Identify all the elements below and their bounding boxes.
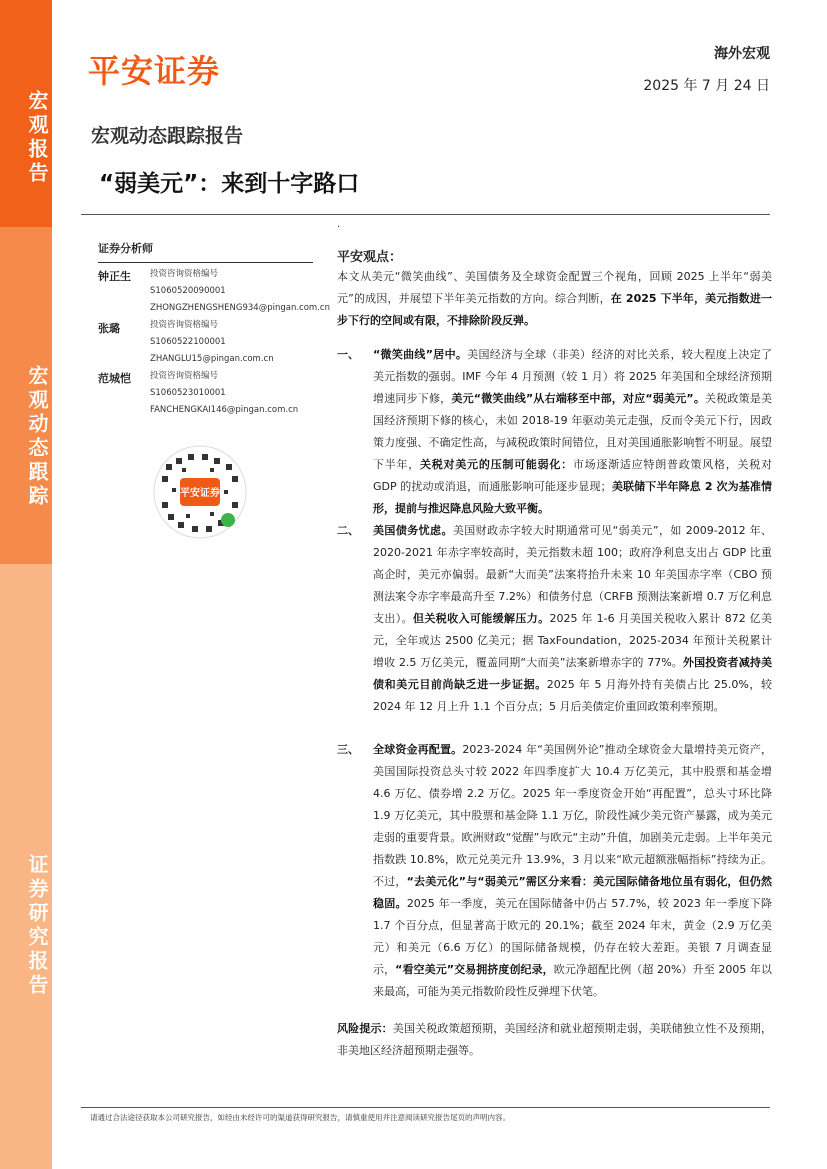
section-bold-text: “去美元化”与“弱美元”需区分来看：美元国际储备地位虽有弱化，但仍然稳固。: [373, 875, 772, 910]
decorative-dot: ·: [337, 222, 341, 233]
section-bold-text: “微笑曲线”居中。: [373, 348, 468, 361]
qr-code-icon: [152, 444, 248, 540]
section-bold-text: 全球资金再配置。: [373, 743, 463, 756]
report-type: 宏观动态跟踪报告: [91, 125, 244, 147]
section-bold-text: 美元“微笑曲线”从右端移至中部，对应“弱美元”。: [451, 392, 706, 405]
section-bold-text: “看空美元”交易拥挤度创纪录，: [395, 963, 554, 976]
viewpoint-heading: 平安观点：: [337, 250, 403, 265]
section-text: 2025 年一季度，美元在国际储备中仍占 57.7%，较 2023 年一季度下降 1.7 个百分点，但显著高于欧元的 20.1%；截至 2024 年末，黄金（2.9 万亿美元）和美元（6.6 万亿）的国际储备规模，仍存在较大差距。美银 7 月调查显示，: [373, 897, 773, 976]
report-category: 海外宏观: [714, 46, 770, 62]
section-bold-text: 美国债务忧虑。: [373, 524, 453, 537]
section-text: 关税政策是美国经济预期下修的核心，未如 2018-19 年驱动美元走强，反而令美元下行，因政策力度强、不确定性高，与减税政策时间错位，且对美国通胀影响暂不明显。展望下半年，: [373, 392, 773, 471]
footer-disclaimer: 请通过合法途径获取本公司研究报告，如经由未经许可的渠道获得研究报告，请慎重使用并注意阅读研究报告尾页的声明内容。: [90, 1113, 510, 1122]
viewpoint-intro: 本文从美元“微笑曲线”、美国债务及全球资金配置三个视角，回顾 2025 上半年“弱美元”的成因，并展望下半年美元指数的方向。综合判断，在 2025 下半年，美元指数进一步下行的空间或有限，不排除阶段反弹。: [337, 270, 772, 327]
analyst-info: 投资咨询资格编号 S1060522100001 ZHANGLU15@pingan.com.cn: [150, 320, 274, 364]
analyst-info: 投资咨询资格编号 S1060520090001 ZHONGZHENGSHENG934@pingan.com.cn: [150, 269, 330, 313]
analyst-name: 张璐: [98, 322, 120, 335]
analyst-name: 钟正生: [98, 270, 131, 283]
section-text: 2025 年 5 月海外持有美债占比 25.0%，较 2024 年 12 月上升 1.1 个百分点；5 月后美债定价重回政策利率预期。: [373, 678, 772, 713]
section-text: 2025 年 1-6 月美国关税收入累计 872 亿美元，全年或达 2500 亿美元；据 TaxFoundation，2025-2034 年预计关税累计增收 2.5 万亿美元，覆盖同期“大而美”法案新增赤字的 77%。: [373, 612, 773, 669]
section-3: 三、 全球资金再配置。2023-2024 年“美国例外论”推动全球资金大量增持美元资产，美国国际投资总头寸较 2022 年四季度扩大 10.4 万亿美元，其中股票和基金增 4.6 万亿、债券增 2.2 万亿。2025 年一季度资金开始“再配置”，总头寸环比降 1.9 万亿美元，其中股票和基金降 1.1 万亿，阶段性减少美元资产暴露，成为美元走弱的重要背景。欧洲财政“觉醒”与欧元“主动”升值，加剧美元走弱。上半年美元指数跌 10.8%，欧元兑美元升 13.9%，3 月以来“欧元超额涨幅指标”持续为正。不过，“去美元化”与“弱美元”需区分来看：美元国际储备地位虽有弱化，但仍然稳固。2025 年一季度，美元在国际储备中仍占 57.7%，较 2023 年一季度下降 1.7 个百分点，但显著高于欧元的 20.1%；截至 2024 年末，黄金（2.9 万亿美元）和美元（6.6 万亿）的国际储备规模，仍存在较大差距。美银 7 月调查显示，“看空美元”交易拥挤度创纪录，欧元净超配比例（超 20%）升至 2005 年以来最高，可能为美元指数阶段性反弹埋下伏笔。: [337, 743, 773, 998]
analysts-heading: 证券分析师: [98, 240, 313, 263]
section-bold-text: 关税对美元的压制可能弱化：: [420, 458, 573, 471]
section-bold-text: 但关税收入可能缓解压力。: [413, 612, 550, 625]
sidebar-block-macro-tracking: 宏观动态跟踪: [0, 227, 52, 564]
footer-divider: [81, 1107, 770, 1108]
section-2: 二、 美国债务忧虑。美国财政赤字较大时期通常可见“弱美元”，如 2009-2012 年、2020-2021 年赤字率较高时，美元指数未超 100；政府净利息支出占 GDP 比重高企时，美元亦偏弱。最新“大而美”法案将抬升未来 10 年美国赤字率（CBO 预测法案令赤字率最高升至 7.2%）和债务付息（CRFB 预测法案新增 0.7 万亿利息支出）。但关税收入可能缓解压力。2025 年 1-6 月美国关税收入累计 872 亿美元，全年或达 2500 亿美元；据 TaxFoundation，2025-2034 年预计关税累计增收 2.5 万亿美元，覆盖同期“大而美”法案新增赤字的 77%。外国投资者减持美债和美元目前尚缺乏进一步证据。2025 年 5 月海外持有美债占比 25.0%，较 2024 年 12 月上升 1.1 个百分点；5 月后美债定价重回政策利率预期。: [337, 524, 773, 713]
analyst-info: 投资咨询资格编号 S1060523010001 FANCHENGKAI146@pingan.com.cn: [150, 371, 299, 415]
section-bold-text: 外国投资者减持美债和美元目前尚缺乏进一步证据。: [373, 656, 772, 691]
section-text: 2023-2024 年“美国例外论”推动全球资金大量增持美元资产，美国国际投资总头寸较 2022 年四季度扩大 10.4 万亿美元，其中股票和基金增 4.6 万亿、债券增 2.2 万亿。2025 年一季度资金开始“再配置”，总头寸环比降 1.9 万亿美元，其中股票和基金降 1.1 万亿，阶段性减少美元资产暴露，成为美元走弱的重要背景。欧洲财政“觉醒”与欧元“主动”升值，加剧美元走弱。上半年美元指数跌 10.8%，欧元兑美元升 13.9%，3 月以来“欧元超额涨幅指标”持续为正。不过，: [373, 743, 772, 888]
section-text: 美国经济与全球（非美）经济的对比关系，较大程度上决定了美元指数的强弱。IMF 今年 4 月预测（较 1 月）将 2025 年美国和全球经济预期增速同步下修，: [373, 348, 772, 405]
risk-warning: 风险提示：美国关税政策超预期，美国经济和就业超预期走弱，美联储独立性不及预期，非美地区经济超预期走强等。: [337, 1022, 773, 1057]
header-divider: [81, 214, 770, 215]
company-logo: 平安证券: [88, 52, 221, 90]
sidebar-block-macro-report: 宏观报告: [0, 0, 52, 227]
qr-logo-text: 平安证券: [180, 488, 220, 499]
sidebar-block-securities-research: 证券研究报告: [0, 564, 52, 1169]
section-text: 市场逐渐适应特朗普政策风格，关税对 GDP 的扰动或消退，而通胀影响可能逐步显现；: [373, 458, 773, 493]
section-text: 美国财政赤字较大时期通常可见“弱美元”，如 2009-2012 年、2020-2021 年赤字率较高时，美元指数未超 100；政府净利息支出占 GDP 比重高企时，美元亦偏弱。最新“大而美”法案将抬升未来 10 年美国赤字率（CBO 预测法案令赤字率最高升至 7.2%）和债务付息（CRFB 预测法案新增 0.7 万亿利息支出）。: [373, 524, 772, 625]
analyst-name: 范城恺: [98, 372, 131, 385]
report-title: “弱美元”：来到十字路口: [99, 171, 360, 197]
section-text: 欧元净超配比例（超 20%）升至 2005 年以来最高，可能为美元指数阶段性反弹埋下伏笔。: [373, 963, 772, 998]
report-date: 2025 年 7 月 24 日: [643, 78, 770, 94]
section-1: 一、 “微笑曲线”居中。美国经济与全球（非美）经济的对比关系，较大程度上决定了美元指数的强弱。IMF 今年 4 月预测（较 1 月）将 2025 年美国和全球经济预期增速同步下修，美元“微笑曲线”从右端移至中部，对应“弱美元”。关税政策是美国经济预期下修的核心，未如 2018-19 年驱动美元走强，反而令美元下行，因政策力度强、不确定性高，与减税政策时间错位，且对美国通胀影响暂不明显。展望下半年，关税对美元的压制可能弱化：市场逐渐适应特朗普政策风格，关税对 GDP 的扰动或消退，而通胀影响可能逐步显现；美联储下半年降息 2 次为基准情形，提前与推迟降息风险大致平衡。: [337, 348, 773, 515]
section-bold-text: 美联储下半年降息 2 次为基准情形，提前与推迟降息风险大致平衡。: [373, 480, 773, 515]
